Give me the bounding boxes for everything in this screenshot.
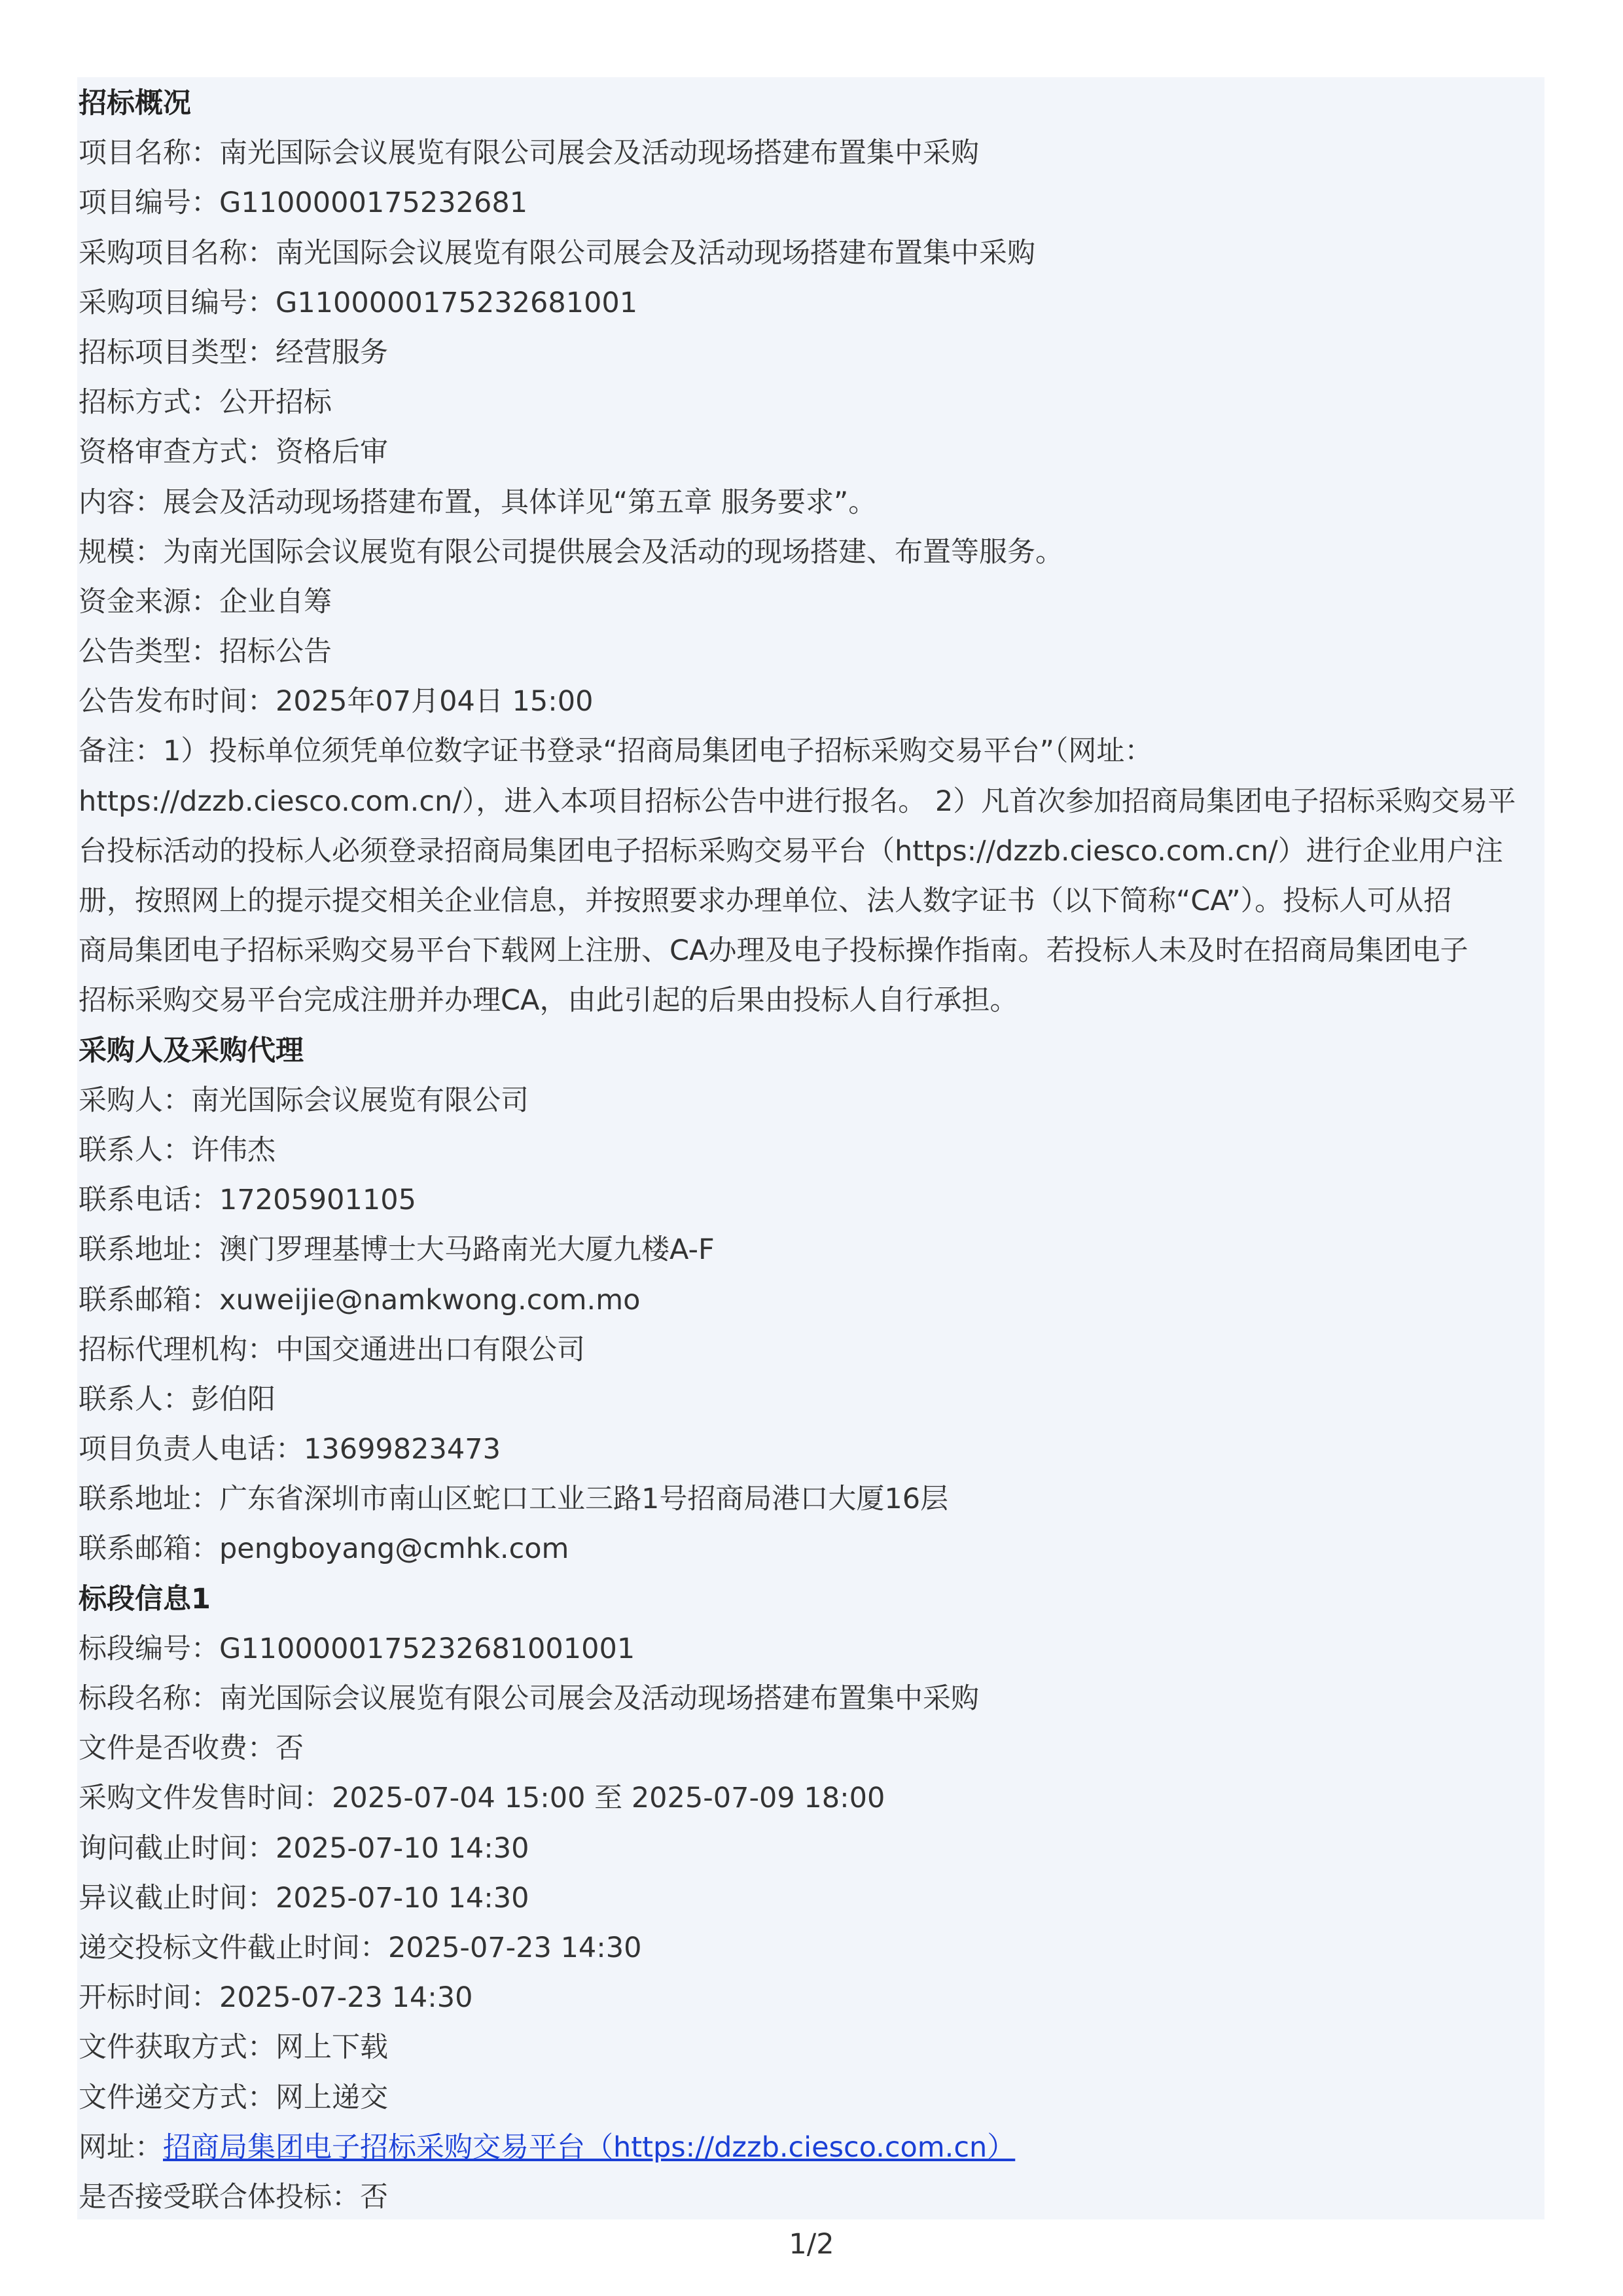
submission-deadline: 递交投标文件截止时间：2025-07-23 14:30 (79, 1931, 642, 1964)
note-line: https://dzzb.ciesco.com.cn/），进入本项目招标公告中进行报名。 2）凡首次参加招商局集团电子招标采购交易平 (79, 785, 1516, 818)
purchaser-contact: 联系人：许伟杰 (79, 1133, 276, 1167)
publish-time: 公告发布时间：2025年07月04日 15:00 (79, 685, 594, 718)
qualification-method: 资格审查方式：资格后审 (79, 436, 388, 469)
agency-name: 招标代理机构：中国交通进出口有限公司 (79, 1333, 585, 1366)
opening-time: 开标时间：2025-07-23 14:30 (79, 1981, 473, 2015)
website-row (79, 2123, 1538, 2172)
tender-method: 招标方式：公开招标 (79, 386, 332, 419)
purchaser-email: 联系邮箱：xuweijie@namkwong.com.mo (79, 1283, 641, 1316)
note-line: 商局集团电子招标采购交易平台下载网上注册、CA办理及电子投标操作指南。若投标人未及时在招商局集团电子 (79, 934, 1469, 968)
scale-description: 规模：为南光国际会议展览有限公司提供展会及活动的现场搭建、布置等服务。 (79, 535, 1063, 569)
document-submit-method: 文件递交方式：网上递交 (79, 2081, 388, 2114)
agency-contact: 联系人：彭伯阳 (79, 1383, 276, 1416)
purchase-project-name: 采购项目名称：南光国际会议展览有限公司展会及活动现场搭建布置集中采购 (79, 236, 1035, 270)
project-type: 招标项目类型：经营服务 (79, 336, 388, 369)
notice-type: 公告类型：招标公告 (79, 635, 332, 669)
purchaser-name: 采购人：南光国际会议展览有限公司 (79, 1084, 529, 1117)
document-obtain-method: 文件获取方式：网上下载 (79, 2031, 388, 2064)
purchaser-address: 联系地址：澳门罗理基博士大马路南光大厦九楼A-F (79, 1233, 715, 1267)
purchaser-phone: 联系电话：17205901105 (79, 1184, 416, 1217)
lot-number: 标段编号：G1100000175232681001001 (79, 1632, 635, 1665)
section-heading-purchaser: 采购人及采购代理 (79, 1034, 304, 1067)
agency-email: 联系邮箱：pengboyang@cmhk.com (79, 1532, 569, 1566)
notice-content (79, 79, 1538, 2222)
inquiry-deadline: 询问截止时间：2025-07-10 14:30 (79, 1831, 529, 1865)
project-number: 项目编号：G1100000175232681 (79, 186, 528, 220)
consortium-bidding: 是否接受联合体投标：否 (79, 2180, 388, 2214)
note-line: 册，按照网上的提示提交相关企业信息，并按照要求办理单位、法人数字证书（以下简称“CA”）。投标人可从招 (79, 885, 1452, 917)
platform-link[interactable]: 招商局集团电子招标采购交易平台（https://dzzb.ciesco.com.cn） (163, 2130, 1016, 2164)
section-heading-lot: 标段信息1 (79, 1582, 211, 1616)
agency-address: 联系地址：广东省深圳市南山区蛇口工业三路1号招商局港口大厦16层 (79, 1483, 949, 1516)
funding-source: 资金来源：企业自筹 (79, 585, 332, 618)
agency-phone: 项目负责人电话：13699823473 (79, 1433, 501, 1466)
note-line: 招标采购交易平台完成注册并办理CA，由此引起的后果由投标人自行承担。 (79, 984, 1018, 1017)
note-line: 台投标活动的投标人必须登录招商局集团电子招标采购交易平台（https://dzzb.ciesco.com.cn/）进行企业用户注 (79, 834, 1503, 868)
objection-deadline: 异议截止时间：2025-07-10 14:30 (79, 1881, 529, 1915)
page-number: 1/2 (789, 2228, 834, 2261)
document-sale-time: 采购文件发售时间：2025-07-04 15:00 至 2025-07-09 18:00 (79, 1782, 885, 1815)
content-description: 内容：展会及活动现场搭建布置，具体详见“第五章 服务要求”。 (79, 486, 877, 519)
website-label: 网址： (79, 2130, 163, 2164)
note-line: 备注：1）投标单位须凭单位数字证书登录“招商局集团电子招标采购交易平台”（网址： (79, 735, 1153, 768)
document-fee: 文件是否收费：否 (79, 1732, 304, 1765)
purchase-project-number: 采购项目编号：G1100000175232681001 (79, 286, 638, 319)
section-heading-overview: 招标概况 (79, 87, 191, 120)
lot-name: 标段名称：南光国际会议展览有限公司展会及活动现场搭建布置集中采购 (79, 1682, 979, 1715)
project-name: 项目名称：南光国际会议展览有限公司展会及活动现场搭建布置集中采购 (79, 137, 979, 170)
